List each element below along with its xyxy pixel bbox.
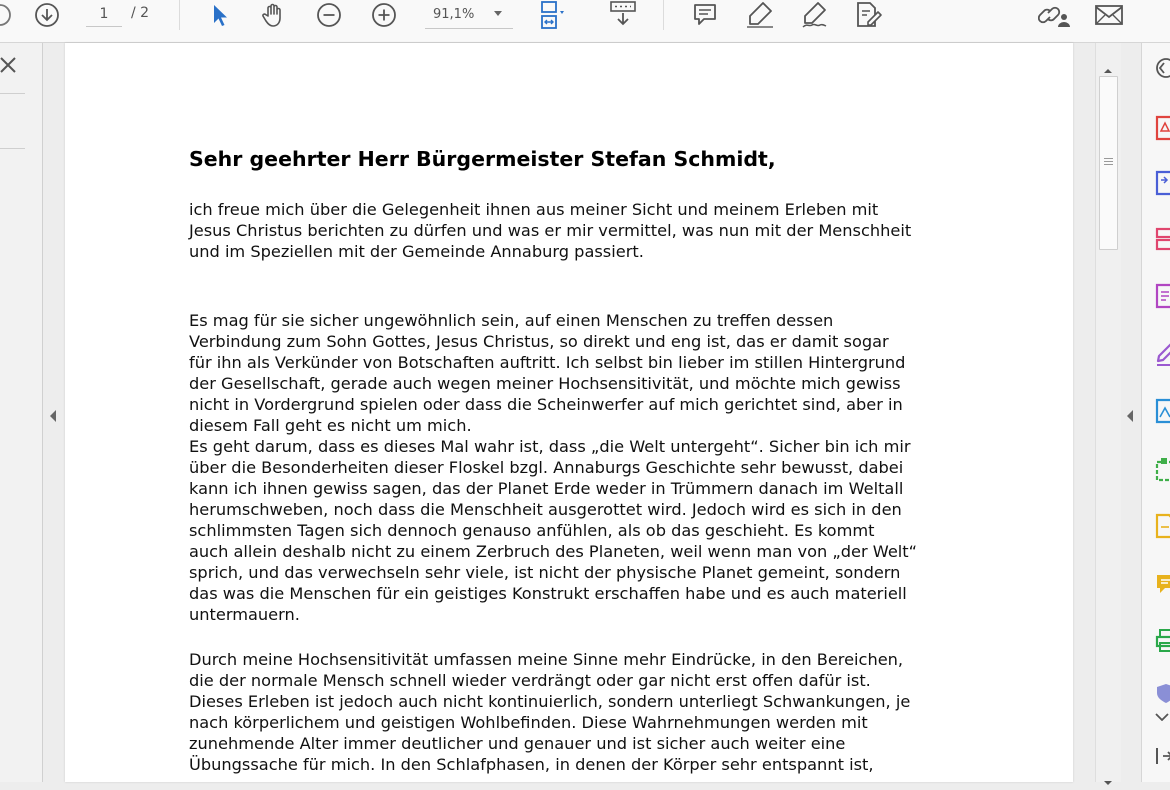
text-line: Verbindung zum Sohn Gottes, Jesus Christus, so direkt und eng ist, das er damit sogar (189, 332, 889, 351)
page-title: Sehr geehrter Herr Bürgermeister Stefan Schmidt, (189, 147, 776, 171)
text-line: schlimmsten Tagen sich dennoch genauso anfühlen, als ob das geschieht. Es kommt (189, 521, 875, 540)
protect-icon[interactable] (1155, 683, 1170, 707)
toolbar (0, 0, 1170, 43)
text-line: auch allein deshalb nicht zu einem Zerbruch des Planeten, weil wenn man von „der Welt“ (189, 542, 918, 561)
pdf-page (65, 43, 1073, 782)
text-line: über die Besonderheiten dieser Floskel bzgl. Annaburgs Geschichte sehr bewusst, dabei (189, 458, 904, 477)
document-viewer[interactable] (43, 43, 1095, 782)
convert-pdf-icon[interactable] (1155, 170, 1170, 200)
hand-tool-icon[interactable] (260, 0, 288, 30)
text-line: Es geht darum, dass es dieses Mal wahr ist, dass „die Welt untergeht“. Sicher bin ich mir (189, 437, 911, 456)
text-line: und im Speziellen mit der Gemeinde Annaburg passiert. (189, 242, 644, 261)
scroll-mode-icon[interactable] (608, 0, 638, 30)
email-icon[interactable] (1093, 0, 1125, 30)
create-pdf-icon[interactable] (1155, 283, 1170, 313)
toggle-tools-panel-icon[interactable] (1155, 57, 1170, 83)
edit-images-icon[interactable] (1155, 398, 1170, 428)
text-line: ich freue mich über die Gelegenheit ihnen aus meiner Sicht und meinem Erleben mit (189, 200, 879, 219)
comment-tool-icon[interactable] (1155, 571, 1170, 601)
edit-pdf-icon[interactable] (853, 0, 885, 30)
left-panel (0, 43, 43, 782)
text-line: Es mag für sie sicher ungewöhnlich sein, auf einen Menschen zu treffen dessen (189, 311, 834, 330)
text-line: Dieses Erleben ist jedoch auch nicht kontinuierlich, sondern unterliegt Schwankungen, je (189, 692, 911, 711)
file-icon[interactable] (1155, 513, 1170, 543)
text-line: diesem Fall geht es nicht um mich. (189, 416, 472, 435)
compress-pdf-icon[interactable] (1155, 456, 1170, 486)
highlight-icon[interactable] (744, 0, 776, 30)
right-panel-gap (1121, 43, 1141, 782)
scroll-down-arrow-icon[interactable] (1103, 771, 1113, 790)
expand-panel-icon[interactable] (1155, 746, 1170, 770)
text-line: zunehmende Alter immer deutlicher und genauer und ist sicher auch weiter eine (189, 734, 846, 753)
collapse-right-panel-icon[interactable] (1125, 408, 1135, 427)
fill-sign-icon[interactable] (1155, 341, 1170, 371)
paragraph (189, 649, 910, 775)
select-pointer-icon[interactable] (208, 0, 232, 30)
comment-icon[interactable] (691, 0, 719, 30)
right-tools-rail (1141, 43, 1170, 782)
text-line: nach körperlichem und geistigen Wohlbefinden. Diese Wahrnehmungen werden mit (189, 713, 868, 732)
zoom-select[interactable] (425, 2, 513, 29)
organize-pages-icon[interactable] (1155, 226, 1170, 256)
fit-page-icon[interactable] (538, 0, 568, 30)
collapse-left-panel-icon[interactable] (48, 408, 58, 427)
export-pdf-icon[interactable] (1155, 115, 1170, 145)
text-line: sprich, und das verwechseln sehr viele, ist nicht der physische Planet gemeint, sondern (189, 563, 901, 582)
text-line: für ihn als Verkünder von Botschaften auftritt. Ich selbst bin lieber im stillen Hintergrund (189, 353, 906, 372)
zoom-in-icon[interactable] (371, 0, 397, 30)
text-line: nicht in Vordergrund spielen oder dass die Scheinwerfer auf mich gerichtet sind, aber in (189, 395, 903, 414)
paragraph (189, 310, 917, 625)
text-line: Durch meine Hochsensitivität umfassen meine Sinne mehr Eindrücke, in den Bereichen, (189, 650, 904, 669)
text-line: der Gesellschaft, gerade auch wegen meiner Hochsensitivität, und möchte mich gewiss (189, 374, 901, 393)
text-line: Übungssache für mich. In den Schlafphasen, in denen der Körper sehr entspannt ist, (189, 755, 874, 774)
page-total-label: / 2 (131, 5, 150, 21)
text-line: herumschweben, noch dass die Menschheit ausgerottet wird. Jedoch wird es sich in den (189, 500, 902, 519)
page-number-input[interactable] (86, 2, 122, 27)
print-production-icon[interactable] (1155, 628, 1170, 658)
chevron-down-icon (494, 11, 502, 16)
page-down-icon[interactable] (34, 0, 60, 30)
page-up-icon[interactable] (0, 0, 12, 30)
close-icon[interactable] (0, 55, 18, 79)
zoom-out-icon[interactable] (316, 0, 342, 30)
text-line: das was die Menschen für ein geistiges Konstrukt erschaffen habe und es auch materiell (189, 584, 907, 603)
text-line: Jesus Christus berichten zu dürfen und was er mir vermittel, was nun mit der Menschheit (189, 221, 912, 240)
paragraph (189, 199, 911, 262)
sign-icon[interactable] (799, 0, 831, 30)
vertical-scrollbar[interactable] (1095, 43, 1121, 782)
text-line: untermauern. (189, 605, 300, 624)
text-line: die der normale Mensch schnell wieder verdrängt oder gar nicht erst offen dafür ist. (189, 671, 871, 690)
scroll-thumb[interactable] (1099, 76, 1118, 250)
zoom-value: 91,1% (433, 7, 475, 22)
chevron-down-icon[interactable] (1155, 706, 1169, 725)
text-line: kann ich ihnen gewiss sagen, das der Planet Erde weder in Trümmern danach im Weltall (189, 479, 904, 498)
share-link-icon[interactable] (1038, 0, 1070, 30)
